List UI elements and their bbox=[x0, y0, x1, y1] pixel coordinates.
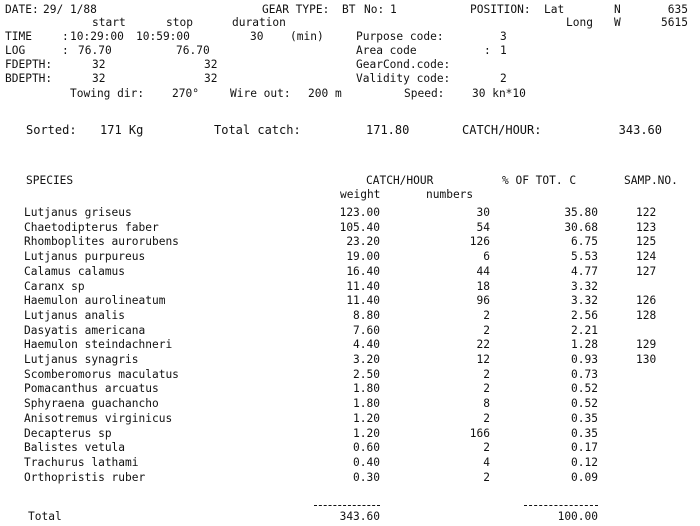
samp-no-header: SAMP.NO. bbox=[624, 174, 678, 187]
log-label: LOG bbox=[5, 44, 26, 57]
pct-of-total: 5.53 bbox=[571, 250, 598, 264]
samp-no: 122 bbox=[636, 206, 657, 219]
catch-weight: 23.20 bbox=[346, 235, 380, 249]
catch-numbers: 2 bbox=[483, 382, 490, 396]
catch-weight: 1.20 bbox=[353, 411, 380, 425]
pct-of-total: 0.35 bbox=[571, 426, 598, 440]
date-value: 29/ 1/88 bbox=[43, 3, 97, 16]
bdepth-stop: 32 bbox=[204, 72, 218, 85]
catch-weight: 8.80 bbox=[353, 308, 380, 322]
pct-of-total: 30.68 bbox=[564, 220, 598, 234]
time-duration: 30 bbox=[250, 30, 264, 43]
validity-code-value: 2 bbox=[500, 72, 507, 85]
total-pct: 100.00 bbox=[557, 510, 598, 523]
long-value: 5615 bbox=[661, 16, 688, 29]
catch-numbers: 166 bbox=[469, 426, 490, 440]
towing-dir-value: 270° bbox=[172, 87, 199, 100]
fdepth-start: 32 bbox=[92, 58, 106, 71]
catch-numbers: 126 bbox=[469, 235, 490, 249]
catch-numbers: 44 bbox=[476, 264, 490, 278]
catch-hour-label: CATCH/HOUR: bbox=[462, 123, 542, 137]
total-weight: 343.60 bbox=[339, 510, 380, 523]
samp-no: 123 bbox=[636, 220, 657, 234]
species-name: Haemulon steindachneri bbox=[24, 338, 173, 352]
time-unit: (min) bbox=[290, 30, 324, 43]
pct-of-total-header: % OF TOT. C bbox=[502, 174, 577, 187]
lat-hemisphere: N bbox=[614, 3, 621, 16]
species-name: Caranx sp bbox=[24, 279, 85, 293]
species-name: Pomacanthus arcuatus bbox=[24, 382, 159, 396]
catch-hour-value: 343.60 bbox=[618, 123, 662, 137]
species-header: SPECIES bbox=[26, 174, 74, 187]
catch-weight: 0.60 bbox=[353, 441, 380, 455]
species-name: Decapterus sp bbox=[24, 426, 112, 440]
species-name: Haemulon aurolineatum bbox=[24, 294, 166, 308]
catch-weight: 0.40 bbox=[353, 455, 380, 469]
samp-no: 127 bbox=[636, 264, 657, 278]
gear-no-value: 1 bbox=[390, 3, 397, 16]
lat-label: Lat bbox=[544, 3, 565, 16]
wire-out-label: Wire out: bbox=[230, 87, 291, 100]
catch-weight: 1.80 bbox=[353, 397, 380, 411]
position-label: POSITION: bbox=[470, 3, 531, 16]
pct-of-total: 4.77 bbox=[571, 264, 598, 278]
area-code-label: Area code bbox=[356, 44, 417, 57]
col-stop-label: stop bbox=[166, 16, 193, 29]
catch-numbers: 12 bbox=[476, 353, 490, 366]
pct-of-total: 0.52 bbox=[571, 397, 598, 411]
samp-no: 128 bbox=[636, 308, 657, 322]
catch-weight: 19.00 bbox=[346, 250, 380, 264]
purpose-code-value: 3 bbox=[500, 30, 507, 43]
gear-no-label: No: bbox=[364, 3, 385, 16]
total-catch-label: Total catch: bbox=[214, 123, 301, 137]
species-name: Orthopristis ruber bbox=[24, 470, 146, 484]
catch-numbers: 6 bbox=[483, 250, 490, 264]
catch-numbers: 8 bbox=[483, 397, 490, 411]
pct-of-total: 0.52 bbox=[571, 382, 598, 396]
samp-no: 130 bbox=[636, 353, 657, 366]
towing-dir-label: Towing dir: bbox=[70, 87, 145, 100]
log-stop: 76.70 bbox=[176, 44, 210, 57]
catch-numbers: 2 bbox=[483, 470, 490, 484]
long-label: Long bbox=[566, 16, 593, 29]
col-duration-label: duration bbox=[232, 16, 286, 29]
bdepth-label: BDEPTH: bbox=[5, 72, 53, 85]
fdepth-stop: 32 bbox=[204, 58, 218, 71]
species-name: Anisotremus virginicus bbox=[24, 411, 173, 425]
gearcond-code-label: GearCond.code: bbox=[356, 58, 451, 71]
fdepth-label: FDEPTH: bbox=[5, 58, 53, 71]
weight-header: weight bbox=[340, 188, 381, 201]
wire-out-value: 200 m bbox=[308, 87, 342, 100]
catch-numbers: 2 bbox=[483, 323, 490, 337]
date-label: DATE: bbox=[5, 3, 39, 16]
pct-of-total: 0.09 bbox=[571, 470, 598, 484]
species-name: Scomberomorus maculatus bbox=[24, 367, 179, 381]
species-name: Lutjanus synagris bbox=[24, 353, 139, 366]
area-code-value: 1 bbox=[500, 44, 507, 57]
time-label: TIME bbox=[5, 30, 32, 43]
log-start: 76.70 bbox=[78, 44, 112, 57]
samp-no: 125 bbox=[636, 235, 657, 249]
log-colon: : bbox=[62, 44, 69, 57]
pct-of-total: 0.12 bbox=[571, 455, 598, 469]
catch-numbers: 96 bbox=[476, 294, 490, 308]
sorted-label: Sorted: bbox=[26, 123, 77, 137]
species-name: Balistes vetula bbox=[24, 441, 126, 455]
catch-numbers: 30 bbox=[476, 206, 490, 219]
catch-weight: 11.40 bbox=[346, 279, 380, 293]
total-label: Total bbox=[28, 510, 62, 523]
species-name: Lutjanus griseus bbox=[24, 206, 132, 219]
catch-numbers: 2 bbox=[483, 367, 490, 381]
time-colon: : bbox=[62, 30, 69, 43]
pct-of-total: 0.73 bbox=[571, 367, 598, 381]
catch-weight: 105.40 bbox=[339, 220, 380, 234]
time-start: 10:29:00 bbox=[70, 30, 124, 43]
pct-total-rule bbox=[524, 505, 598, 506]
pct-of-total: 2.56 bbox=[571, 308, 598, 322]
numbers-header: numbers bbox=[426, 188, 474, 201]
validity-code-label: Validity code: bbox=[356, 72, 451, 85]
samp-no: 124 bbox=[636, 250, 657, 264]
catch-numbers: 2 bbox=[483, 441, 490, 455]
catch-numbers: 22 bbox=[476, 338, 490, 352]
catch-weight: 1.80 bbox=[353, 382, 380, 396]
species-name: Rhomboplites aurorubens bbox=[24, 235, 179, 249]
time-stop: 10:59:00 bbox=[136, 30, 190, 43]
catch-weight: 4.40 bbox=[353, 338, 380, 352]
species-name: Lutjanus purpureus bbox=[24, 250, 146, 264]
lat-value: 635 bbox=[667, 3, 688, 16]
catch-weight: 123.00 bbox=[339, 206, 380, 219]
sorted-value: 171 Kg bbox=[100, 123, 144, 137]
samp-no: 126 bbox=[636, 294, 657, 308]
species-name: Dasyatis americana bbox=[24, 323, 146, 337]
gear-type-label: GEAR TYPE: bbox=[262, 3, 330, 16]
catch-weight: 3.20 bbox=[353, 353, 380, 366]
catch-weight: 16.40 bbox=[346, 264, 380, 278]
total-catch-value: 171.80 bbox=[366, 123, 410, 137]
pct-of-total: 0.35 bbox=[571, 411, 598, 425]
pct-of-total: 1.28 bbox=[571, 338, 598, 352]
catch-numbers: 54 bbox=[476, 220, 490, 234]
pct-of-total: 3.32 bbox=[571, 279, 598, 293]
col-start-label: start bbox=[92, 16, 126, 29]
species-name: Sphyraena guachancho bbox=[24, 397, 159, 411]
catch-weight: 1.20 bbox=[353, 426, 380, 440]
pct-of-total: 0.17 bbox=[571, 441, 598, 455]
purpose-code-label: Purpose code: bbox=[356, 30, 444, 43]
speed-value: 30 kn*10 bbox=[472, 87, 526, 100]
species-name: Chaetodipterus faber bbox=[24, 220, 159, 234]
gear-type-value: BT bbox=[342, 3, 356, 16]
samp-no: 129 bbox=[636, 338, 657, 352]
pct-of-total: 6.75 bbox=[571, 235, 598, 249]
species-name: Calamus calamus bbox=[24, 264, 126, 278]
area-code-colon: : bbox=[484, 44, 491, 57]
pct-of-total: 35.80 bbox=[564, 206, 598, 219]
pct-of-total: 0.93 bbox=[571, 353, 598, 366]
catch-numbers: 2 bbox=[483, 308, 490, 322]
catch-numbers: 2 bbox=[483, 411, 490, 425]
catch-weight: 2.50 bbox=[353, 367, 380, 381]
catch-hour-header: CATCH/HOUR bbox=[366, 174, 434, 187]
species-name: Lutjanus analis bbox=[24, 308, 126, 322]
pct-of-total: 2.21 bbox=[571, 323, 598, 337]
weight-total-rule bbox=[314, 505, 380, 506]
catch-numbers: 4 bbox=[483, 455, 490, 469]
species-name: Trachurus lathami bbox=[24, 455, 139, 469]
speed-label: Speed: bbox=[404, 87, 445, 100]
long-hemisphere: W bbox=[614, 16, 621, 29]
pct-of-total: 3.32 bbox=[571, 294, 598, 308]
catch-weight: 0.30 bbox=[353, 470, 380, 484]
catch-weight: 11.40 bbox=[346, 294, 380, 308]
catch-numbers: 18 bbox=[476, 279, 490, 293]
bdepth-start: 32 bbox=[92, 72, 106, 85]
catch-weight: 7.60 bbox=[353, 323, 380, 337]
